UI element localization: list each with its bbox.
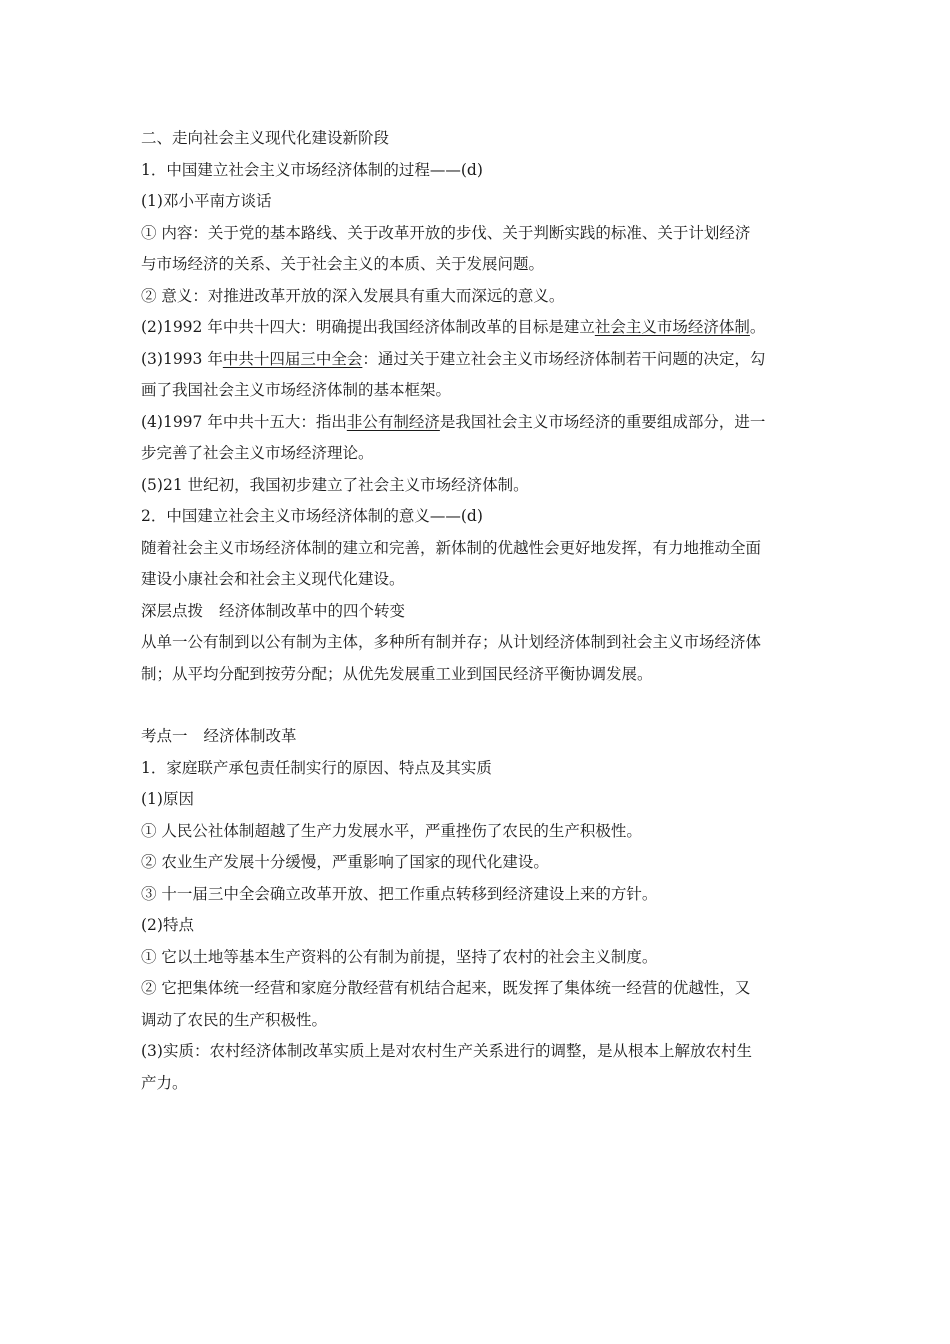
paragraph-line: ① 内容：关于党的基本路线、关于改革开放的步伐、关于判断实践的标准、关于计划经济 [141, 223, 751, 242]
paragraph-line: 步完善了社会主义市场经济理论。 [141, 444, 374, 462]
paragraph-line: 与市场经济的关系、关于社会主义的本质、关于发展问题。 [141, 255, 545, 273]
paragraph-line: 从单一公有制到以公有制为主体，多种所有制并存；从计划经济体制到社会主义市场经济体 [141, 633, 762, 651]
kaodian-title: 经济体制改革 [203, 727, 297, 745]
paragraph-line: ③ 十一届三中全会确立改革开放、把工作重点转移到经济建设上来的方针。 [141, 884, 658, 903]
paragraph-line: ① 人民公社体制超越了生产力发展水平，严重挫伤了农民的生产积极性。 [141, 821, 642, 840]
item-title: 1．家庭联产承包责任制实行的原因、特点及其实质 [141, 758, 492, 777]
text-span: ：通过关于建立社会主义市场经济体制若干问题的决定，勾 [362, 349, 766, 368]
item-title: 1．中国建立社会主义市场经济体制的过程——(d) [141, 160, 483, 179]
paragraph-line: 画了我国社会主义市场经济体制的基本框架。 [141, 381, 452, 399]
paragraph-line: ② 意义：对推进改革开放的深入发展具有重大而深远的意义。 [141, 286, 565, 305]
document-page [141, 123, 813, 1099]
text-span: (2)1992 年中共十四大：明确提出我国经济体制改革的目标是建立 [141, 318, 595, 336]
underlined-keyword: 中共十四届三中全会 [222, 349, 363, 368]
paragraph-line: (3)实质：农村经济体制改革实质上是对农村生产关系进行的调整，是从根本上解放农村生 [141, 1042, 752, 1060]
insight-heading [141, 596, 813, 628]
paragraph-line: 产力。 [141, 1073, 188, 1092]
paragraph-line [141, 312, 813, 344]
sub-title: (1)原因 [141, 790, 194, 808]
text-span: 是我国社会主义市场经济的重要组成部分，进一 [439, 412, 766, 431]
paragraph-line: (5)21 世纪初，我国初步建立了社会主义市场经济体制。 [141, 475, 529, 494]
text-span: (3)1993 年 [141, 349, 223, 368]
kaodian-heading [141, 721, 813, 753]
insight-label: 深层点拨 [141, 601, 204, 620]
section-heading: 二、走向社会主义现代化建设新阶段 [141, 129, 390, 147]
paragraph-line: 制；从平均分配到按劳分配；从优先发展重工业到国民经济平衡协调发展。 [141, 664, 653, 683]
section-gap [141, 690, 813, 721]
paragraph-line: ① 它以土地等基本生产资料的公有制为前提，坚持了农村的社会主义制度。 [141, 947, 658, 966]
text-span: 。 [749, 318, 766, 336]
paragraph-line: 建设小康社会和社会主义现代化建设。 [141, 570, 405, 588]
kaodian-label: 考点一 [141, 727, 188, 745]
item-title: 2．中国建立社会主义市场经济体制的意义——(d) [141, 507, 483, 525]
sub-title: (2)特点 [141, 916, 194, 934]
paragraph-line: ② 它把集体统一经营和家庭分散经营有机结合起来，既发挥了集体统一经营的优越性，又 [141, 979, 751, 997]
paragraph-line [141, 407, 813, 439]
insight-title: 经济体制改革中的四个转变 [219, 601, 406, 620]
paragraph-line: 随着社会主义市场经济体制的建立和完善，新体制的优越性会更好地发挥，有力地推动全面 [141, 538, 762, 557]
paragraph-line: 调动了农民的生产积极性。 [141, 1010, 328, 1029]
paragraph-line [141, 344, 813, 376]
sub-title: (1)邓小平南方谈话 [141, 192, 272, 210]
underlined-keyword: 非公有制经济 [346, 412, 440, 431]
paragraph-line: ② 农业生产发展十分缓慢，严重影响了国家的现代化建设。 [141, 853, 549, 871]
underlined-keyword: 社会主义市场经济体制 [594, 318, 750, 336]
text-span: (4)1997 年中共十五大：指出 [141, 412, 347, 431]
